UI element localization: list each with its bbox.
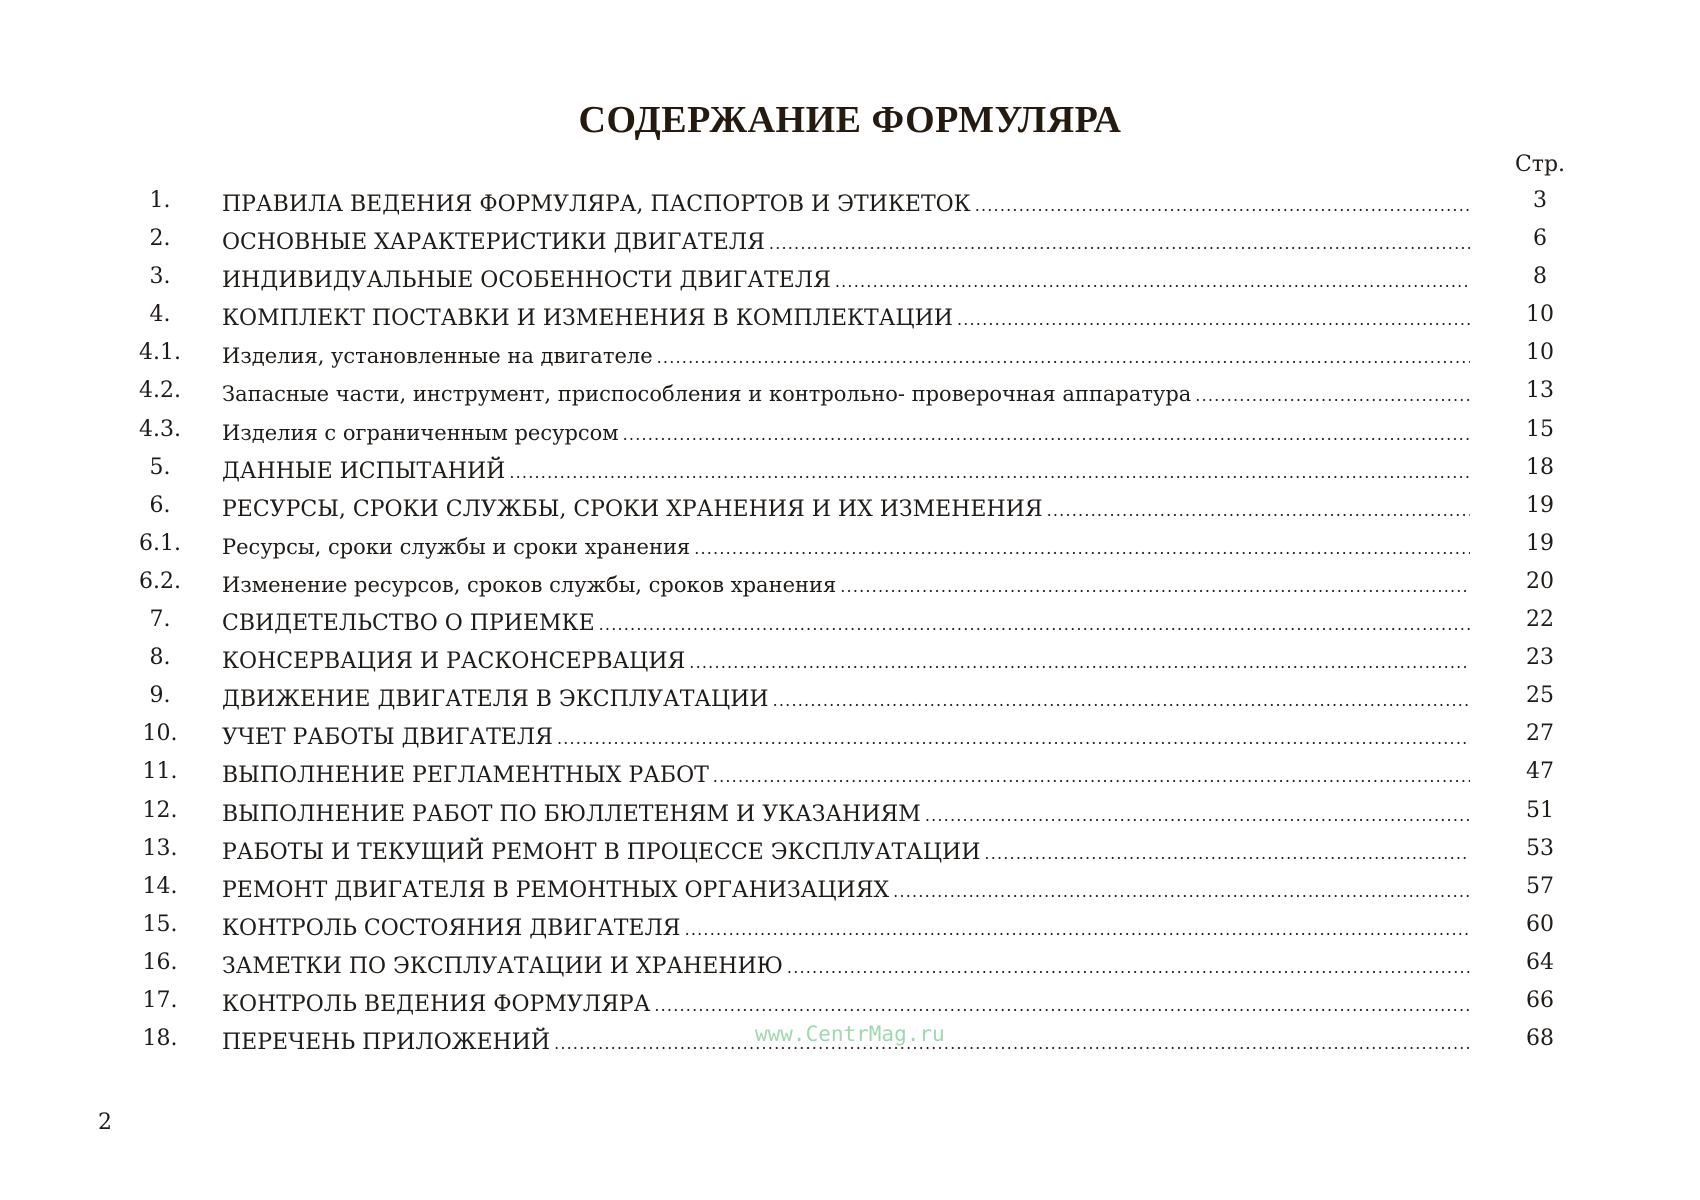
toc-item-title-line [222,611,1470,636]
toc-item-page: 25 [1526,683,1554,709]
dot-leader [769,234,1470,253]
toc-item-number: 1. [149,188,171,213]
toc-item-page: 27 [1526,721,1554,747]
toc-item-title: УЧЕТ РАБОТЫ ДВИГАТЕЛЯ [222,725,553,751]
toc-item-title: СВИДЕТЕЛЬСТВО О ПРИЕМКЕ [222,611,595,637]
toc-item-title: ОСНОВНЫЕ ХАРАКТЕРИСТИКИ ДВИГАТЕЛЯ [222,230,765,256]
toc-item-page: 20 [1526,568,1554,594]
toc-item-number: 4.3. [139,416,181,442]
page-column-header: Стр. [1514,152,1566,177]
toc-item-title-line [222,192,1470,217]
toc-item-title: ВЫПОЛНЕНИЕ РЕГЛАМЕНТНЫХ РАБОТ [222,763,709,789]
toc-item-title-line [222,268,1470,293]
toc-item-title: РАБОТЫ И ТЕКУЩИЙ РЕМОНТ В ПРОЦЕССЕ ЭКСПЛУАТАЦИИ [222,839,981,865]
toc-item-title: ВЫПОЛНЕНИЕ РАБОТ ПО БЮЛЛЕТЕНЯМ И УКАЗАНИЯМ [222,801,921,827]
toc-row [0,302,1700,340]
toc-item-number: 7. [149,607,171,633]
toc-item-page: 51 [1526,797,1554,823]
toc-item-page: 3 [1533,188,1547,213]
toc-item-title: ПЕРЕЧЕНЬ ПРИЛОЖЕНИЙ [222,1030,551,1056]
toc-item-number: 8. [149,645,171,671]
toc-item-page: 47 [1526,759,1554,785]
dot-leader [509,463,1470,482]
toc-item-title: ИНДИВИДУАЛЬНЫЕ ОСОБЕННОСТИ ДВИГАТЕЛЯ [222,268,831,294]
toc-item-title-line [222,763,1470,788]
dot-leader [893,882,1470,901]
toc-row [0,759,1700,797]
toc-item-page: 18 [1526,454,1554,480]
toc-item-title-line [222,916,1470,941]
toc-row [0,493,1700,531]
toc-item-title: ДВИЖЕНИЕ ДВИГАТЕЛЯ В ЭКСПЛУАТАЦИИ [222,687,769,713]
dot-leader [1195,386,1470,405]
toc-item-page: 60 [1526,911,1554,937]
dot-leader [654,996,1470,1015]
toc-item-page: 13 [1526,378,1554,404]
toc-item-number: 6. [149,492,171,518]
toc-item-title-line [222,954,1470,979]
toc-row [0,531,1700,569]
toc-item-title-line [222,421,1470,445]
toc-item-number: 3. [149,264,171,290]
dot-leader [1047,501,1470,520]
toc-item-title: КОМПЛЕКТ ПОСТАВКИ И ИЗМЕНЕНИЯ В КОМПЛЕКТАЦИИ [222,306,953,332]
toc-item-number: 10. [142,721,178,747]
watermark: www.CentrMag.ru [755,1022,945,1046]
toc-item-title-line [222,878,1470,903]
dot-leader [984,844,1470,863]
toc-item-number: 12. [142,797,178,823]
toc-item-number: 13. [142,835,178,861]
table-of-contents [0,188,1700,1064]
toc-item-title-line [222,306,1470,331]
toc-item-title-line [222,725,1470,750]
toc-item-page: 66 [1526,987,1554,1013]
toc-item-number: 18. [142,1026,178,1052]
toc-row [0,874,1700,912]
dot-leader [925,806,1470,825]
page-title: СОДЕРЖАНИЕ ФОРМУЛЯРА [578,99,1122,141]
toc-row [0,950,1700,988]
toc-item-title-line [222,344,1470,368]
toc-row [0,683,1700,721]
toc-item-page: 19 [1526,530,1554,556]
toc-item-page: 23 [1526,645,1554,671]
toc-item-page: 53 [1526,835,1554,861]
toc-row [0,988,1700,1026]
toc-item-page: 10 [1526,340,1554,366]
toc-item-title: ЗАМЕТКИ ПО ЭКСПЛУАТАЦИИ И ХРАНЕНИЮ [222,953,783,979]
toc-item-page: 19 [1526,492,1554,518]
toc-item-number: 11. [142,759,178,785]
toc-row [0,455,1700,493]
dot-leader [773,691,1470,710]
toc-item-title: Изменение ресурсов, сроков службы, сроков хранения [222,572,837,597]
toc-item-number: 6.1. [139,530,181,556]
toc-item-title-line [222,992,1470,1017]
toc-row [0,912,1700,950]
toc-item-title: КОНСЕРВАЦИЯ И РАСКОНСЕРВАЦИЯ [222,649,686,675]
toc-item-title: ПРАВИЛА ВЕДЕНИЯ ФОРМУЛЯРА, ПАСПОРТОВ И ЭТИКЕТОК [222,192,971,217]
toc-row [0,417,1700,455]
toc-row [0,645,1700,683]
toc-item-title: РЕМОНТ ДВИГАТЕЛЯ В РЕМОНТНЫХ ОРГАНИЗАЦИЯХ [222,877,890,903]
dot-leader [623,425,1470,444]
dot-leader [599,615,1470,634]
toc-item-number: 14. [142,873,178,899]
dot-leader [554,1034,1470,1053]
toc-item-title-line [222,230,1470,255]
toc-item-title-line [222,497,1470,522]
dot-leader [835,272,1470,291]
toc-item-number: 4.1. [139,340,181,366]
toc-row [0,836,1700,874]
toc-item-number: 9. [149,683,171,709]
toc-item-title: КОНТРОЛЬ ВЕДЕНИЯ ФОРМУЛЯРА [222,991,651,1017]
dot-leader [957,310,1470,329]
toc-row [0,264,1700,302]
dot-leader [713,767,1470,786]
toc-item-number: 17. [142,987,178,1013]
toc-item-page: 57 [1526,873,1554,899]
toc-row [0,378,1700,416]
toc-item-title: Ресурсы, сроки службы и сроки хранения [222,534,691,559]
toc-item-number: 2. [149,226,171,252]
toc-item-number: 5. [149,454,171,480]
toc-item-page: 68 [1526,1026,1554,1052]
toc-item-page: 15 [1526,416,1554,442]
page-number: 2 [98,1110,112,1135]
toc-item-page: 6 [1533,226,1547,252]
toc-row [0,226,1700,264]
toc-item-number: 6.2. [139,568,181,594]
toc-item-title-line [222,687,1470,712]
dot-leader [557,729,1470,748]
toc-item-number: 4.2. [139,378,181,404]
dot-leader [685,920,1470,939]
toc-item-title: Изделия с ограниченным ресурсом [222,420,619,445]
toc-item-title: Запасные части, инструмент, приспособления и контрольно- проверочная аппаратура [222,382,1192,407]
toc-row [0,188,1700,226]
dot-leader [657,348,1470,367]
dot-leader [694,539,1470,558]
dot-leader [787,958,1470,977]
toc-row [0,340,1700,378]
toc-item-title-line [222,649,1470,674]
toc-item-title-line [222,459,1470,484]
toc-item-number: 16. [142,949,178,975]
toc-item-title-line [222,840,1470,865]
dot-leader [840,577,1470,596]
toc-item-title-line [222,535,1470,559]
toc-item-title: КОНТРОЛЬ СОСТОЯНИЯ ДВИГАТЕЛЯ [222,915,681,941]
toc-item-title: РЕСУРСЫ, СРОКИ СЛУЖБЫ, СРОКИ ХРАНЕНИЯ И ИХ ИЗМЕНЕНИЯ [222,496,1043,522]
dot-leader [975,196,1470,215]
toc-item-title-line [222,802,1470,827]
toc-item-title: Изделия, установленные на двигателе [222,344,653,369]
toc-item-page: 22 [1526,607,1554,633]
toc-row [0,721,1700,759]
dot-leader [689,653,1470,672]
toc-row [0,798,1700,836]
toc-item-number: 4. [149,302,171,328]
toc-row [0,569,1700,607]
toc-item-page: 64 [1526,949,1554,975]
toc-item-page: 10 [1526,302,1554,328]
toc-item-number: 15. [142,911,178,937]
toc-item-title-line [222,382,1470,406]
toc-row [0,607,1700,645]
toc-item-page: 8 [1533,264,1547,290]
toc-item-title: ДАННЫЕ ИСПЫТАНИЙ [222,458,506,484]
toc-item-title-line [222,573,1470,597]
